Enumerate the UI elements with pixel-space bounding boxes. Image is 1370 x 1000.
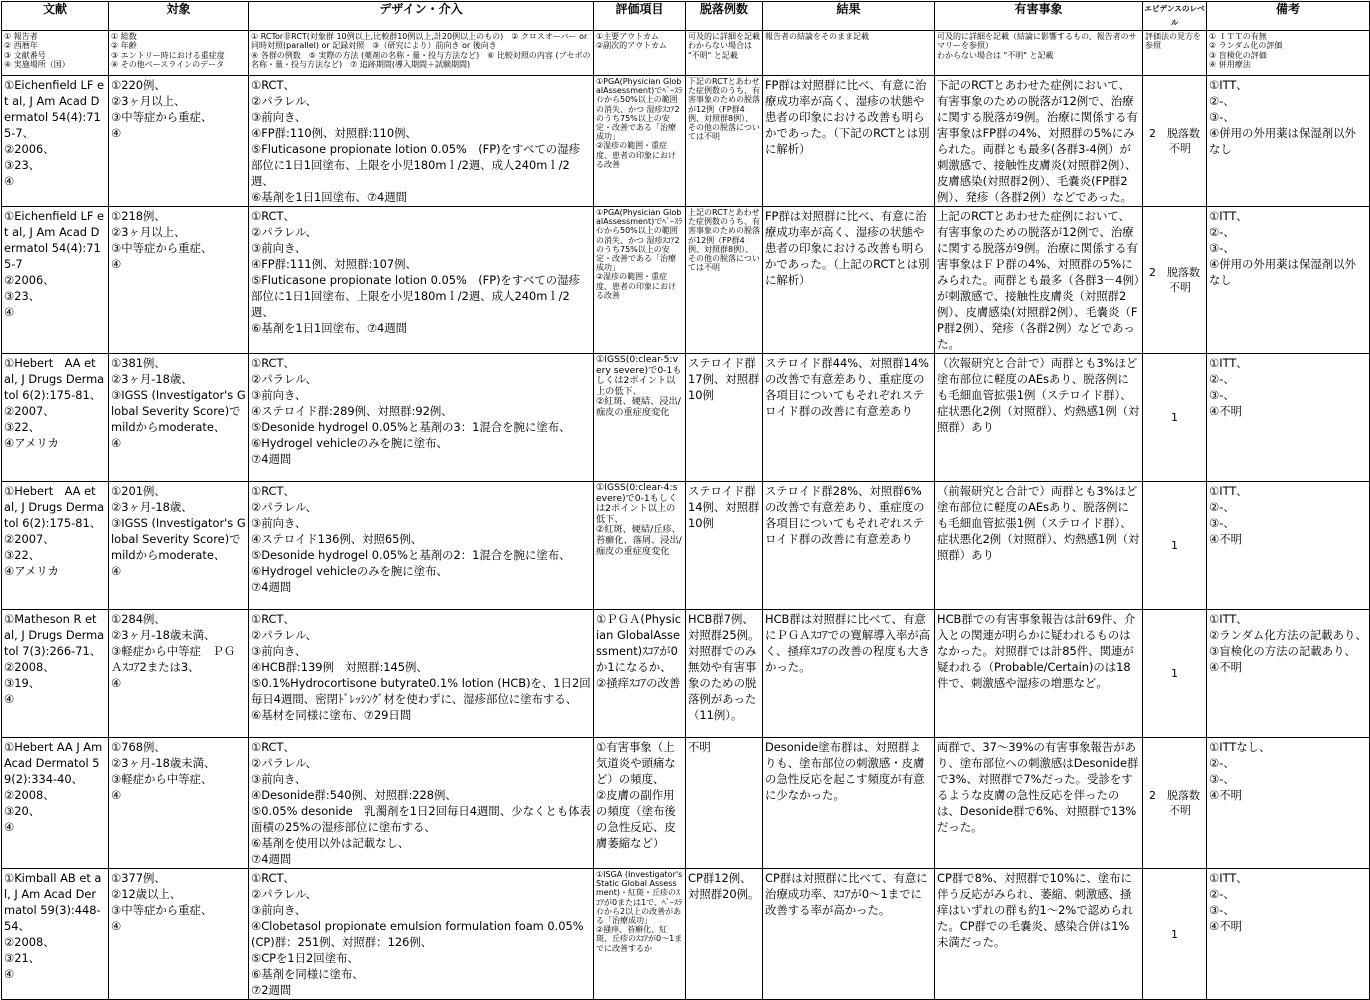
cell-subjects: ①284例、 ②3ヶ月-18歳未満、 ③軽症から中等症 ＰＧＡｽｺｱ2または3、 ④ <box>109 610 249 738</box>
subheader-row <box>2 31 1370 76</box>
header-notes: 備考 <box>1207 2 1370 31</box>
cell-result: ステロイド群44%、対照群14%の改善で有意差あり、重症度の各項目についてもそれぞれステロイド群の改善に有意差あり <box>763 354 935 482</box>
subheader-reference: ① 報告者 ② 西暦年 ③ 文献番号 ④ 実施場所（国） <box>2 31 109 76</box>
subheader-notes: ① ＩＴＴの有無 ② ランダム化の評価 ③ 盲検化の評価 ④ 併用療法 <box>1207 31 1370 76</box>
cell-subjects: ①218例、 ②3ヶ月以上、 ③中等症から重症、 ④ <box>109 207 249 354</box>
table-row <box>2 482 1370 610</box>
header-design: デザイン・介入 <box>249 2 594 31</box>
cell-evidence-level: 2 脱落数 不明 <box>1143 207 1207 354</box>
cell-adverse: HCB群での有害事象報告は計69件、介入との関連が明らかに疑われるものはなかった。対照群では計85件、関連が疑われる（Probable/Certain)のは18件で、刺激感や湿疹の増悪など。 <box>935 610 1143 738</box>
header-evidence-level: エビデンスのレベル <box>1143 2 1207 31</box>
cell-outcome: ①ISGA (Investigator's Static Global Assessment)・紅斑・丘疹のｽｺｱが0または1で、ﾍﾞｰｽﾗｲﾝから2以上の改善がある「治療成功」 ②掻痒、苔癬化、紅斑、丘疹のｽｺｱが0～1までに改善するか <box>594 869 686 1000</box>
table-row <box>2 610 1370 738</box>
cell-design: ①RCT、 ②パラレル、 ③前向き、 ④ステロイド136例、対照65例、 ⑤Desonide hydrogel 0.05%と基剤の2：1混合を腕に塗布、 ⑥Hydrogel vehicleのみを腕に塗布、 ⑦4週間 <box>249 482 594 610</box>
cell-evidence-level: 2 脱落数 不明 <box>1143 76 1207 207</box>
table-row <box>2 738 1370 869</box>
cell-outcome: ①IGSS(0:clear-5:very severe)で0-1もしくは2ポイント以上の低下、 ②紅斑、硬結、浸出/痂皮の重症度変化 <box>594 354 686 482</box>
cell-notes: ①ITTなし、 ②-、 ③-、 ④不明 <box>1207 738 1370 869</box>
cell-reference: ①Eichenfield LF et al, J Am Acad Dermatol 54(4):715-7、 ②2006、 ③23、 ④ <box>2 76 109 207</box>
cell-reference: ①Hebert AA et al, J Drugs Dermatol 6(2):175-81、 ②2007、 ③22、 ④アメリカ <box>2 354 109 482</box>
cell-subjects: ①201例、 ②3ヶ月-18歳、 ③IGSS (Investigator's Global Severity Score)でmildからmoderate、 ④ <box>109 482 249 610</box>
cell-dropout: CP群12例、対照群20例。 <box>686 869 763 1000</box>
table-row <box>2 354 1370 482</box>
cell-evidence-level: 1 <box>1143 610 1207 738</box>
cell-dropout: 不明 <box>686 738 763 869</box>
cell-outcome: ①有害事象（上気道炎や頭痛など）の頻度、 ②皮膚の副作用の頻度（塗布後の急性反応、皮膚萎縮など） <box>594 738 686 869</box>
cell-outcome: ①ＰＧＡ(Physician GlobalAssessment)ｽｺｱが0か1になるか、 ②掻痒ｽｺｱの改善 <box>594 610 686 738</box>
cell-reference: ①Matheson R et al, J Drugs Dermatol 7(3):266-71、 ②2008、 ③19、 ④ <box>2 610 109 738</box>
cell-design: ①RCT、 ②パラレル、 ③前向き、 ④FP群:111例、対照群:107例、 ⑤Fluticasone propionate lotion 0.05% (FP)をすべての湿疹部位に1日1回塗布、上限を小児180mｌ/2週、成人240mｌ/2週、 ⑥基剤を1日1回塗布、⑦4週間 <box>249 207 594 354</box>
cell-result: ステロイド群28%、対照群6%の改善で有意差あり、重症度の各項目についてもそれぞれステロイド群の改善に有意差あり <box>763 482 935 610</box>
subheader-subjects: ① 総数 ② 年齢 ③ エントリー時における重症度 ④ その他ベースラインのデータ <box>109 31 249 76</box>
cell-dropout: 上記のRCTとあわせた症例数のうち、有害事象のための脱落が12例（FP群4例、対照群8例）、その他の脱落については不明 <box>686 207 763 354</box>
cell-dropout: 下記のRCTとあわせた症例数のうち、有害事象のための脱落が12例（FP群4例、対照群8例）、その他の脱落については不明 <box>686 76 763 207</box>
header-row <box>2 2 1370 31</box>
cell-reference: ①Kimball AB et al, J Am Acad Dermatol 59(3):448-54、 ②2008、 ③21、 ④ <box>2 869 109 1000</box>
table-row <box>2 869 1370 1000</box>
cell-adverse: 両群で、37～39%の有害事象報告があり、塗布部位への刺激感はDesonide群で3%、対照群で7%だった。受診をするような皮膚の急性反応を伴ったのは、Desonide群で6%、対照群で13%だった。 <box>935 738 1143 869</box>
cell-result: HCB群は対照群に比べて、有意にＰＧＡｽｺｱでの寛解導入率が高く、掻痒ｽｺｱの改善の程度も大きかった。 <box>763 610 935 738</box>
cell-adverse: （前報研究と合計で）両群とも3%ほど塗布部位に軽度のAEsあり、脱落例にも毛細血管拡張1例（ステロイド群）、症状悪化2例（対照群）、灼熱感1例（対照群）あり <box>935 482 1143 610</box>
table-row <box>2 207 1370 354</box>
cell-dropout: ステロイド群17例、対照群10例 <box>686 354 763 482</box>
cell-subjects: ①381例、 ②3ヶ月-18歳、 ③IGSS (Investigator's Global Severity Score)でmildからmoderate、 ④ <box>109 354 249 482</box>
cell-evidence-level: 2 脱落数 不明 <box>1143 738 1207 869</box>
cell-notes: ①ITT、 ②-、 ③-、 ④不明 <box>1207 482 1370 610</box>
subheader-dropout: 可及的に詳細を記載 わからない場合は "不明" と記載 <box>686 31 763 76</box>
header-outcome: 評価項目 <box>594 2 686 31</box>
cell-outcome: ①IGSS(0:clear-4:severe)で0-1もしくは2ポイント以上の低下、 ②紅斑、硬結/丘疹、苔癬化、落屑、浸出/痂皮の重症度変化 <box>594 482 686 610</box>
cell-adverse: （次報研究と合計で）両群とも3%ほど塗布部位に軽度のAEsあり、脱落例にも毛細血管拡張1例（ステロイド群）、症状悪化2例（対照群）、灼熱感1例（対照群）あり <box>935 354 1143 482</box>
cell-design: ①RCT、 ②パラレル、 ③前向き、 ④Clobetasol propionate emulsion formulation foam 0.05% (CP)群：251例、対照群：126例、 ⑤CPを1日2回塗布、 ⑥基剤を同様に塗布、 ⑦2週間 <box>249 869 594 1000</box>
cell-adverse: 上記のRCTとあわせた症例において、有害事象のための脱落が12例で、治療に関する脱落が9例。治療に関係する有害事象はＦＰ群の4%、対照群の5%にみられた。両群とも最多（各群3－4例）が刺激感で、接触性皮膚炎（対照群2例）、皮膚感染(対照群2例）、毛嚢炎（FP群2例）、発疹（各群2例）などであった。 <box>935 207 1143 354</box>
cell-subjects: ①220例、 ②3ヶ月以上、 ③中等症から重症、 ④ <box>109 76 249 207</box>
cell-subjects: ①768例、 ②3ヶ月-18歳未満、 ③軽症から中等症、 ④ <box>109 738 249 869</box>
cell-reference: ①Hebert AA J Am Acad Dermatol 59(2):334-40、 ②2008、 ③20、 ④ <box>2 738 109 869</box>
cell-result: CP群は対照群に比べて、有意に治療成功率、ｽｺｱが0～1までに改善する率が高かった。 <box>763 869 935 1000</box>
header-reference: 文献 <box>2 2 109 31</box>
cell-adverse: CP群で8%、対照群で10%に、塗布に伴う反応がみられ、萎縮、刺激感、掻痒はいずれの群も約1～2%で認められた。CP群での毛嚢炎、感染合併は1%未満だった。 <box>935 869 1143 1000</box>
cell-evidence-level: 1 <box>1143 869 1207 1000</box>
cell-design: ①RCT、 ②パラレル、 ③前向き、 ④FP群:110例、対照群:110例、 ⑤Fluticasone propionate lotion 0.05% (FP)をすべての湿疹部位に1日1回塗布、上限を小児180mｌ/2週、成人240mｌ/2週、 ⑥基剤を1日1回塗布、⑦4週間 <box>249 76 594 207</box>
cell-result: Desonide塗布群は、対照群よりも、塗布部位の刺激感・皮膚の急性反応を起こす頻度が有意に少なかった。 <box>763 738 935 869</box>
cell-evidence-level: 1 <box>1143 482 1207 610</box>
cell-notes: ①ITT、 ②-、 ③-、 ④不明 <box>1207 354 1370 482</box>
cell-design: ①RCT、 ②パラレル、 ③前向き、 ④HCB群:139例 対照群:145例、 ⑤0.1%Hydrocortisone butyrate0.1% lotion (HCB)を、1日2回毎日4週間、密閉ﾄﾞﾚｯｼﾝｸﾞ材を使わずに、湿疹部位に塗布する、 ⑥基材を同様に塗布、⑦29日間 <box>249 610 594 738</box>
cell-evidence-level: 1 <box>1143 354 1207 482</box>
subheader-evidence-level: 評価法の見方を参照 <box>1143 31 1207 76</box>
cell-outcome: ①PGA(Physician GlobalAssessment)でﾍﾞｰｽﾗｲﾝから50%以上の範囲の消失、かつ 湿疹ｽｺｱ2のうち75%以上の安定・改善である「治療成功」 ②湿疹の範囲・重症度、患者の印象における改善 <box>594 76 686 207</box>
cell-adverse: 下記のRCTとあわせた症例において、有害事象のための脱落が12例で、治療に関する脱落が9例。治療に関係する有害事象はFP群の4%、対照群の5%にみられた。両群とも最多(各群3-4例）が刺激感で、接触性皮膚炎(対照群2例）、皮膚感染(対照群2例）、毛嚢炎(FP群2例）、発疹（各群2例）などであった。 <box>935 76 1143 207</box>
cell-notes: ①ITT、 ②-、 ③-、 ④併用の外用薬は保湿剤以外なし <box>1207 76 1370 207</box>
cell-notes: ①ITT、 ②-、 ③-、 ④併用の外用薬は保湿剤以外なし <box>1207 207 1370 354</box>
cell-design: ①RCT、 ②パラレル、 ③前向き、 ④ステロイド群:289例、対照群:92例、 ⑤Desonide hydrogel 0.05%と基剤の3：1混合を腕に塗布、 ⑥Hydrogel vehicleのみを腕に塗布、 ⑦4週間 <box>249 354 594 482</box>
cell-reference: ①Eichenfield LF et al, J Am Acad Dermatol 54(4):715-7 ②2006、 ③23、 ④ <box>2 207 109 354</box>
header-dropout: 脱落例数 <box>686 2 763 31</box>
evidence-table <box>1 1 1370 1000</box>
cell-notes: ①ITT、 ②ランダム化方法の記載あり、 ③盲検化の方法の記載あり、 ④不明 <box>1207 610 1370 738</box>
table-row <box>2 76 1370 207</box>
cell-dropout: HCB群7例、対照群25例。対照群でのみ無効や有害事象のための脱落例があった（11例）。 <box>686 610 763 738</box>
cell-subjects: ①377例、 ②12歳以上、 ③中等症から重症、 ④ <box>109 869 249 1000</box>
subheader-outcome: ①主要アウトカム ②副次的アウトカム <box>594 31 686 76</box>
header-adverse: 有害事象 <box>935 2 1143 31</box>
cell-result: FP群は対照群に比べ、有意に治療成功率が高く、湿疹の状態や患者の印象における改善も明らかであった。（下記のRCTとは別に解析） <box>763 76 935 207</box>
header-result: 結果 <box>763 2 935 31</box>
header-subjects: 対象 <box>109 2 249 31</box>
cell-reference: ①Hebert AA et al, J Drugs Dermatol 6(2):175-81、 ②2007、 ③22、 ④アメリカ <box>2 482 109 610</box>
subheader-design: ① RCTor非RCT(対象群 10例以上,比較群10例以上,計20例以上のもの) ② クロスオーバー or 同時対照(parallel) or 記録対照 ③（研究により）前向き or 後向き ④ 各群の例数 ⑤ 実際の方法 (薬剤の名称・量・投与方法など) ⑥ 比較対照の内容 (プセボの名称・量・投与方法など) ⑦ 追跡期間(導入期間＋試験期間) <box>249 31 594 76</box>
cell-design: ①RCT、 ②パラレル、 ③前向き、 ④Desonide群:540例、対照群:228例、 ⑤0.05% desonide 乳濁剤を1日2回毎日4週間、少なくとも体表面積の25%の湿疹部位に塗布する、 ⑥基剤を使用以外は記載なし、 ⑦4週間 <box>249 738 594 869</box>
subheader-adverse: 可及的に詳細を記載（結論に影響するもの、報告者のサマリーを参照） わからない場合は "不明" と記載 <box>935 31 1143 76</box>
cell-notes: ①ITT、 ②-、 ③-、 ④不明 <box>1207 869 1370 1000</box>
cell-outcome: ①PGA(Physician GlobalAssessment)でﾍﾞｰｽﾗｲﾝから50%以上の範囲の消失、かつ 湿疹ｽｺｱ2のうち75%以上の安定・改善である「治療成功」 ②湿疹の範囲・重症度、患者の印象における改善 <box>594 207 686 354</box>
subheader-result: 報告者の結論をそのまま記載 <box>763 31 935 76</box>
cell-dropout: ステロイド群14例、対照群10例 <box>686 482 763 610</box>
cell-result: FP群は対照群に比べ、有意に治療成功率が高く、湿疹の状態や患者の印象における改善も明らかであった。（上記のRCTとは別に解析） <box>763 207 935 354</box>
